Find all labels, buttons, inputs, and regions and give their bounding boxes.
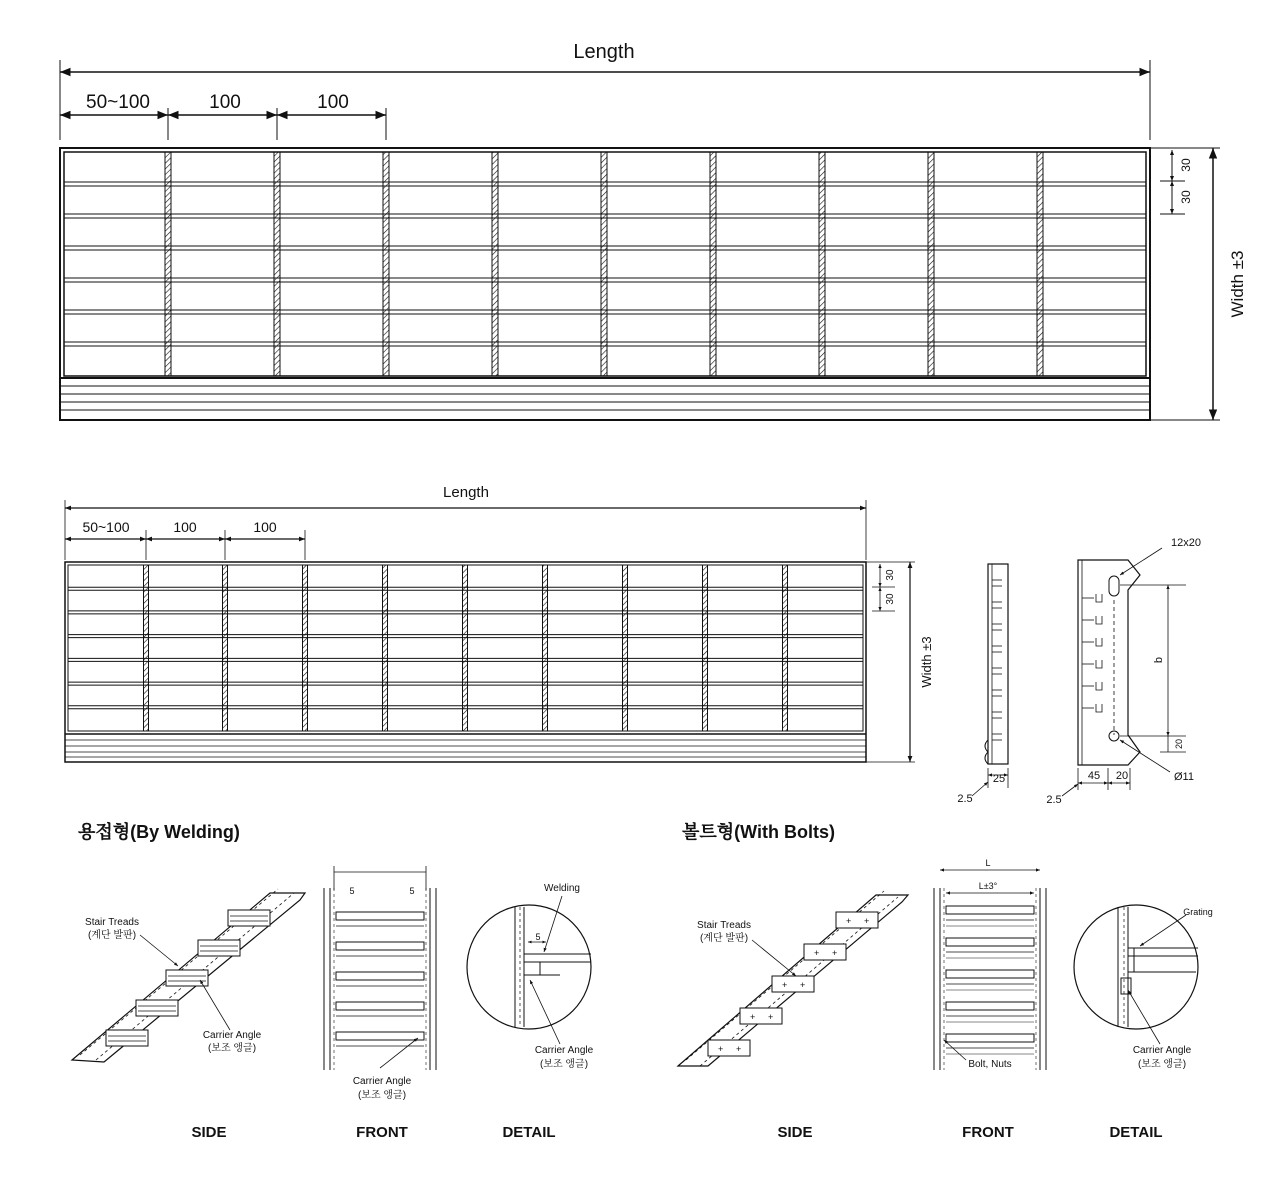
cross-bar <box>783 565 788 731</box>
end-view-bolt-dim-45: 45 <box>1087 770 1101 782</box>
welding-front-view <box>324 866 436 1101</box>
cross-bar <box>383 565 388 731</box>
end-view-bolt-hole-label: Ø11 <box>1174 771 1194 783</box>
welding-caption-side: SIDE <box>191 1124 227 1141</box>
cross-bar <box>703 565 708 731</box>
end-view-weld-dim-2-5: 2.5 <box>957 793 973 805</box>
slot-hole <box>1109 576 1119 596</box>
cross-bar <box>543 565 548 731</box>
end-tick-slot <box>1096 616 1102 624</box>
end-tick-slot <box>1096 682 1102 690</box>
plan-small-nosing <box>65 734 866 757</box>
plan-large-nosing <box>60 378 1150 410</box>
bolt-front-dim-L2: L±3° <box>978 881 998 891</box>
plan-small <box>65 484 934 762</box>
bolt-front-dim-L: L <box>985 858 991 868</box>
bolt-mark: + <box>768 1012 774 1022</box>
welding-front-dim-right: 5 <box>409 886 415 896</box>
end-tick-slot <box>1096 704 1102 712</box>
welding-caption-detail: DETAIL <box>502 1124 556 1141</box>
front-tread <box>946 906 1034 914</box>
bolt-detail-grating: Grating <box>1183 907 1213 917</box>
cross-bar <box>223 565 228 731</box>
cross-bar <box>819 152 825 376</box>
welding-detail-welding: Welding <box>544 883 580 894</box>
welding-stair-treads-ko: (계단 발판) <box>87 930 137 941</box>
welding-front-carrier: Carrier Angle <box>352 1076 412 1087</box>
end-view-bolt-dim-20v: 20 <box>1174 738 1184 750</box>
bolt-side-view <box>678 891 908 1066</box>
bolt-stair-treads-ko: (계단 발판) <box>699 933 749 944</box>
bolt-mark: + <box>718 1044 724 1054</box>
bolt-heading: 볼트형(With Bolts) <box>682 822 835 842</box>
bolt-mark: + <box>736 1044 742 1054</box>
welding-heading: 용접형(By Welding) <box>78 822 240 842</box>
end-view-bolt-dim-2-5: 2.5 <box>1046 794 1062 806</box>
cross-bar <box>1037 152 1043 376</box>
bolt-mark: + <box>832 948 838 958</box>
end-view-weld-ticks <box>992 580 1002 740</box>
plan-small-dim-pitch-b: 30 <box>885 593 896 605</box>
plan-small-dim-pitch-a: 30 <box>885 569 896 581</box>
welding-section <box>72 821 594 1141</box>
side-tread <box>106 1030 148 1046</box>
plan-small-dim-third: 100 <box>253 519 277 535</box>
side-tread <box>708 1040 750 1056</box>
end-view-weld-dim-25: 25 <box>992 773 1006 785</box>
cross-bar <box>928 152 934 376</box>
side-tread <box>198 940 240 956</box>
side-tread <box>804 944 846 960</box>
cross-bar <box>274 152 280 376</box>
bolt-caption-side: SIDE <box>777 1124 813 1141</box>
end-view-weld <box>957 564 1008 805</box>
front-tread <box>946 970 1034 978</box>
welding-front-dim-left: 5 <box>349 886 355 896</box>
bolt-front-bolt: Bolt, Nuts <box>968 1059 1012 1070</box>
cross-bar <box>463 565 468 731</box>
bolt-front-view <box>934 858 1046 1070</box>
bolt-detail-carrier: Carrier Angle <box>1132 1045 1192 1056</box>
cross-bar <box>601 152 607 376</box>
bolt-mark: + <box>846 916 852 926</box>
plan-small-width-label: Width ±3 <box>919 636 934 688</box>
cross-bar <box>303 565 308 731</box>
end-view-bolt-dim-b: b <box>1153 656 1165 664</box>
bolt-stair-treads: Stair Treads <box>697 920 751 931</box>
end-view-bolt-slot-label: 12x20 <box>1171 537 1201 549</box>
bolt-caption-detail: DETAIL <box>1109 1124 1163 1141</box>
front-tread <box>336 1032 424 1040</box>
bolt-mark: + <box>864 916 870 926</box>
plan-large-width-label: Width ±3 <box>1228 250 1247 318</box>
welding-front-carrier-ko: (보조 앵글) <box>357 1090 407 1101</box>
front-tread <box>946 1002 1034 1010</box>
plan-large <box>60 41 1247 420</box>
bolt-detail-view <box>1074 905 1213 1070</box>
side-tread <box>772 976 814 992</box>
end-view-bolt-dim-20: 20 <box>1115 770 1129 782</box>
front-tread <box>946 1034 1034 1042</box>
front-tread <box>336 942 424 950</box>
plan-large-dim-pitch-a: 30 <box>1179 158 1193 172</box>
bolt-mark: + <box>750 1012 756 1022</box>
plan-large-dim-first: 50~100 <box>86 92 150 113</box>
welding-detail-view <box>467 883 594 1070</box>
welding-carrier-angle: Carrier Angle <box>202 1030 262 1041</box>
plan-small-dim-first: 50~100 <box>82 519 130 535</box>
bolt-caption-front: FRONT <box>962 1124 1014 1141</box>
cross-bar <box>144 565 149 731</box>
welding-stair-treads: Stair Treads <box>85 917 139 928</box>
side-tread <box>136 1000 178 1016</box>
bolt-section <box>678 821 1213 1141</box>
end-tick-slot <box>1096 660 1102 668</box>
bolt-mark: + <box>800 980 806 990</box>
cross-bar <box>165 152 171 376</box>
end-view-bolt-ticks <box>1082 594 1102 712</box>
front-tread <box>336 972 424 980</box>
end-tick-slot <box>1096 638 1102 646</box>
welding-detail-carrier: Carrier Angle <box>534 1045 594 1056</box>
welding-carrier-angle-ko: (보조 앵글) <box>207 1043 257 1054</box>
plan-large-dim-pitch-b: 30 <box>1179 190 1193 204</box>
end-tick-slot <box>1096 594 1102 602</box>
plan-small-length-label: Length <box>443 484 489 501</box>
bolt-detail-bolt-icon <box>1121 978 1131 994</box>
plan-large-length-label: Length <box>573 41 635 63</box>
side-tread <box>740 1008 782 1024</box>
side-tread <box>836 912 878 928</box>
bolt-hole <box>1109 731 1119 741</box>
plan-large-dim-third: 100 <box>317 92 349 113</box>
bolt-mark: + <box>814 948 820 958</box>
cross-bar <box>383 152 389 376</box>
end-view-bolt <box>1046 537 1201 806</box>
bolt-mark: + <box>782 980 788 990</box>
welding-detail-dim: 5 <box>535 932 541 942</box>
welding-detail-carrier-ko: (보조 앵글) <box>539 1059 589 1070</box>
plan-small-dim-second: 100 <box>173 519 197 535</box>
plan-large-dim-second: 100 <box>209 92 241 113</box>
front-tread <box>336 1002 424 1010</box>
front-tread <box>946 938 1034 946</box>
cross-bar <box>710 152 716 376</box>
welding-side-view <box>72 889 305 1062</box>
side-tread <box>228 910 270 926</box>
front-tread <box>336 912 424 920</box>
bolt-front-treads <box>946 906 1034 1054</box>
welding-front-treads <box>336 912 424 1046</box>
bolt-detail-carrier-ko: (보조 앵글) <box>1137 1059 1187 1070</box>
cross-bar <box>623 565 628 731</box>
cross-bar <box>492 152 498 376</box>
welding-caption-front: FRONT <box>356 1124 408 1141</box>
